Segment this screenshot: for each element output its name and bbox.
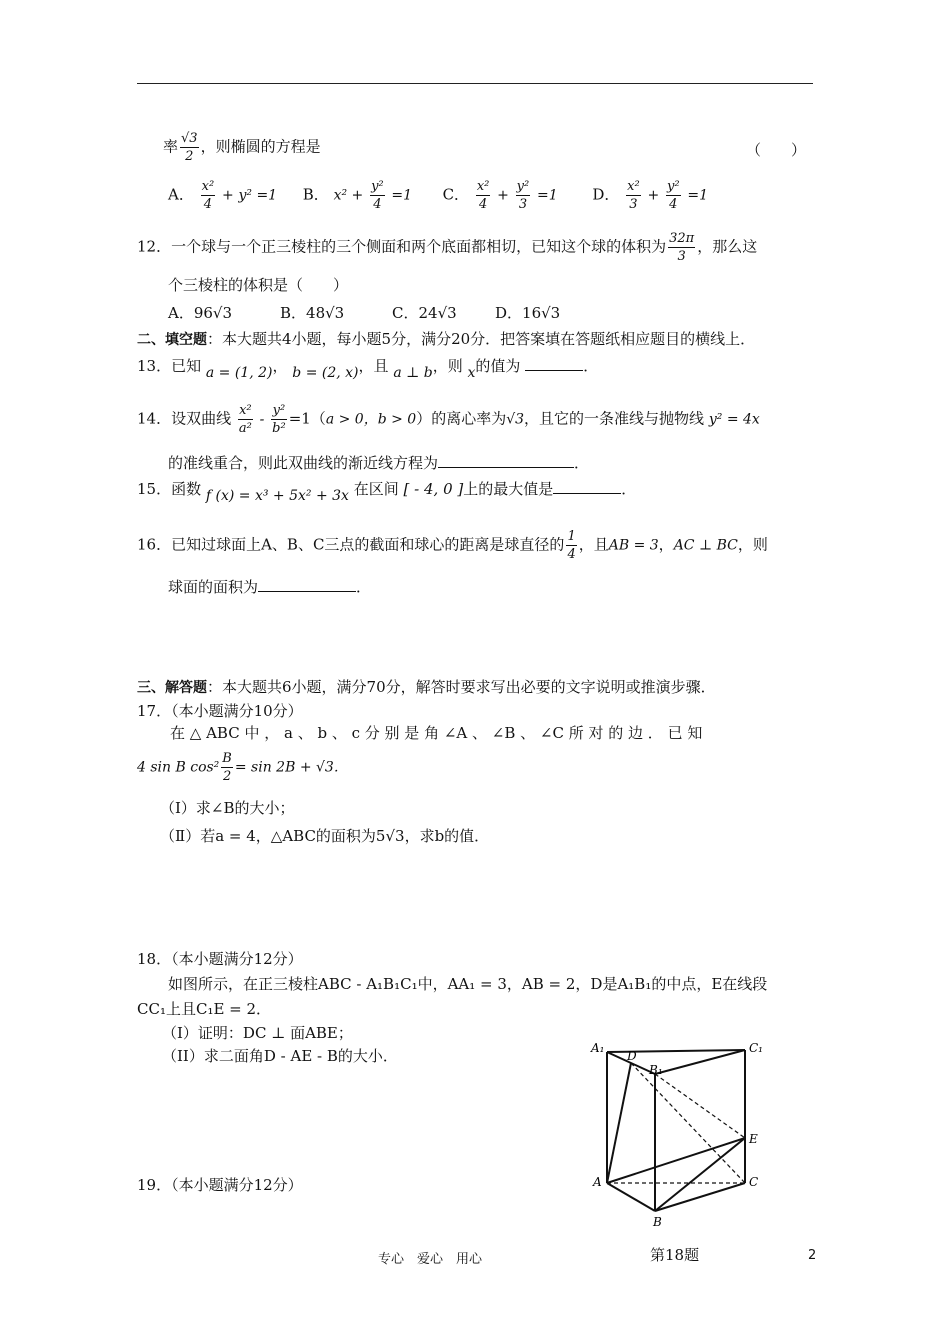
- label-b1: B₁: [649, 1063, 663, 1077]
- q11-answer-paren: （ ）: [746, 141, 807, 159]
- q17-heading: 17．（本小题满分10分）: [137, 702, 303, 720]
- edge-b-c: [655, 1183, 745, 1211]
- q11-option-d: D． $\frac{\text{x²}}{3}$ + $\frac{\text{y²}}{4}$ =1: [592, 179, 708, 212]
- label-b: B: [653, 1215, 662, 1229]
- prism-figure: [585, 1038, 775, 1230]
- q11-tail: ，则椭圆的方程是: [200, 137, 321, 156]
- segment-b1-e-hidden: [655, 1074, 745, 1138]
- q14-line2: 的准线重合，则此双曲线的渐近线方程为 ．: [168, 454, 590, 472]
- footer-text: 专心 爱心 用心: [378, 1252, 483, 1267]
- section-2-heading: 二、填空题：本大题共4小题，每小题5分，满分20分．把答案填在答题纸相应题目的横线上．: [137, 330, 756, 348]
- label-a1: A₁: [591, 1041, 605, 1055]
- q11-lead: 率: [163, 137, 179, 156]
- q12-line1: 12．一个球与一个正三棱柱的三个侧面和两个底面都相切，已知这个球的体积为 $\frac{32\pi}{3}$ ，那么这: [137, 231, 758, 264]
- q17-equation: 4 sin B cos² $\frac{B}{2}$ = sin 2B + √3．: [137, 751, 348, 784]
- label-a: A: [593, 1175, 602, 1189]
- q18-part-1: （I）证明：DC ⊥ 面ABE；: [162, 1024, 353, 1042]
- section-3-heading: 三、解答题：本大题共6小题，满分70分，解答时要求写出必要的文字说明或推演步骤．: [137, 678, 716, 696]
- q18-line1: 如图所示，在正三棱柱ABC - A₁B₁C₁中，AA₁ = 3，AB = 2，D是A₁B₁的中点，E在线段: [168, 975, 768, 993]
- q17-part-1: （Ⅰ）求∠B的大小；: [160, 799, 295, 817]
- segment-d-c-hidden: [631, 1063, 745, 1183]
- q11-option-a: A． $\frac{\text{x²}}{4}$ + y² =1: [168, 179, 278, 212]
- q16-answer-blank[interactable]: [258, 577, 356, 592]
- q17-part-2: （Ⅱ）若a = 4，△ABC的面积为5√3，求b的值．: [160, 827, 490, 845]
- segment-b-e: [655, 1138, 745, 1211]
- label-d: D: [627, 1049, 637, 1063]
- figure-caption: 第18题: [650, 1246, 700, 1264]
- q12-option-a: A．96√3: [168, 304, 233, 322]
- q11-option-c: C． $\frac{\text{x²}}{4}$ + $\frac{\text{y²}}{3}$ =1: [442, 179, 558, 212]
- q11-line: [163, 132, 321, 163]
- q14-answer-blank[interactable]: [438, 453, 574, 468]
- q15: 15．函数 f (x) = x³ + 5x² + 3x 在区间 [ - 4, 0 ]上的最大值是 ．: [137, 480, 637, 504]
- q13: 13．已知 a = (1, 2)， b = (2, x)，且 a ⊥ b，则 x的值为 ．: [137, 357, 599, 381]
- page-number: 2: [808, 1248, 817, 1263]
- q19-heading: 19．（本小题满分12分）: [137, 1176, 303, 1194]
- q12-volume: $\frac{32\pi}{3}$: [669, 231, 695, 264]
- q12-options: [168, 302, 560, 323]
- q11-fraction: $\frac{√3}{2}$: [181, 131, 198, 164]
- q11-option-b: B． x² + $\frac{\text{y²}}{4}$ =1: [302, 179, 413, 212]
- q18-line2: CC₁上且C₁E = 2．: [137, 1000, 272, 1018]
- label-c1: C₁: [749, 1041, 763, 1055]
- q12-option-c: C．24√3: [392, 304, 457, 322]
- segment-a-d: [607, 1063, 631, 1183]
- edge-b1-c1: [655, 1050, 745, 1074]
- q16-line2: 球面的面积为 ．: [168, 578, 372, 596]
- q16-line1: 16．已知过球面上A、B、C三点的截面和球心的距离是球直径的 $\frac{1}{4}$ ，且AB = 3，AC ⊥ BC，则: [137, 529, 768, 562]
- header-rule: [137, 83, 813, 84]
- q15-answer-blank[interactable]: [553, 479, 621, 494]
- q12-option-d: D．16√3: [495, 304, 561, 322]
- edge-a-b: [607, 1183, 655, 1211]
- label-e: E: [749, 1132, 758, 1146]
- q17-line1: 在 △ ABC 中 ， a 、 b 、 c 分 别 是 角 ∠A 、 ∠B 、 ∠C 所 对 的 边 ． 已 知: [170, 724, 703, 742]
- q18-heading: 18．（本小题满分12分）: [137, 950, 303, 968]
- label-c: C: [749, 1175, 759, 1189]
- q13-answer-blank[interactable]: [525, 356, 583, 371]
- q12-line2: 个三棱柱的体积是（ ）: [168, 276, 349, 294]
- q12-option-b: B．48√3: [280, 304, 345, 322]
- q14-line1: 14．设双曲线 $\frac{\text{x²}}{\text{a²}}$ - $\frac{\text{y²}}{\text{b²}}$ =1（a > 0，b > 0）的离心率为√3，且它的一条准线与抛物线 y² = 4x: [137, 403, 760, 436]
- q18-part-2: （II）求二面角D - AE - B的大小．: [162, 1047, 398, 1065]
- q11-options: [168, 180, 708, 211]
